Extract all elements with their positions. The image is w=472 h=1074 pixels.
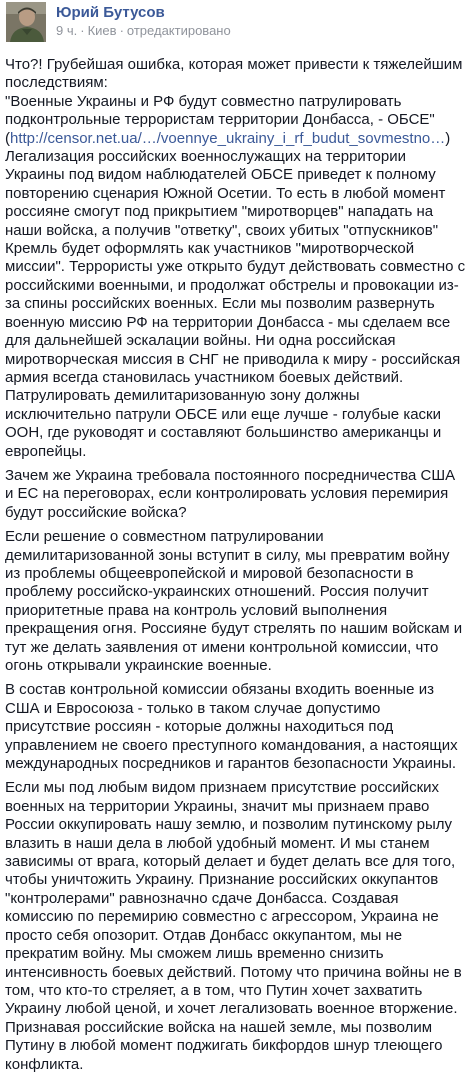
post-intro-text: Что?! Грубейшая ошибка, которая может привести к тяжелейшим последствиям: bbox=[5, 56, 463, 92]
post-body bbox=[5, 56, 467, 1074]
meta-separator: · bbox=[119, 23, 124, 38]
post-paragraph: Если решение о совместном патрулировании демилитаризованной зоны вступит в силу, мы превратим войну из проблемы общеевропейской и мировой безопасности в проблему российско-украинских отношений. Россия получит приоритетные права на контроль условий выполнения прекращения огня. Россияне будут стрелять по нашим войскам и тут же делать заявления от имени контрольной комиссии, что огонь открывали украинские военные. bbox=[5, 528, 463, 674]
meta-separator: · bbox=[80, 23, 85, 38]
post-quote-text: "Военные Украины и РФ будут совместно патрулировать подконтрольные террористам территории Донбасса, - ОБСЕ" bbox=[5, 92, 435, 129]
post-paragraph: Если мы под любым видом признаем присутствие российских военных на территории Украины, значит мы признаем право России оккупировать нашу землю, и позволим путинскому рылу влазить в наши дела в любой удобный момент. И мы станем зависимы от врага, который делает и будет делать все для того, чтобы уничтожить Украину. Признание российских оккупантов "контролерами" равнозначно сдаче Донбасса. Создавая комиссию по перемирию совместно с агрессором, Украина не просто себя опозорит. Отдав Донбасс оккупантом, мы не прекратим войну. Мы сможем лишь временно снизить интенсивность боевых действий. Потому что причина войны не в том, что кто-то стреляет, а в том, что Путин хочет захватить Украину любой ценой, и хочет легализовать военное вторжение. Признавая российские войска на нашей земле, мы позволим Путину в любой момент поджигать бикфордов шнур тлеющего конфликта. bbox=[5, 779, 462, 1073]
link-paren-close: ) bbox=[445, 129, 451, 147]
post-meta bbox=[56, 3, 231, 39]
link-paren-open: ( bbox=[5, 129, 10, 147]
post-location-link[interactable]: Киев bbox=[87, 23, 117, 38]
post-paragraph: Зачем же Украина требовала постоянного посредничества США и ЕС на переговорах, если контролировать условия перемирия будут российские войска? bbox=[5, 466, 456, 521]
post-paragraph: В состав контрольной комиссии обязаны входить военные из США и Евросоюза - только в таком случае допустимо присутствие россиян - которые должны находиться под управлением не своего преступного командования, а настоящих международных посредников и гарантов безопасности Украины. bbox=[5, 681, 458, 773]
censor-article-link[interactable]: http://censor.net.ua/…/voennye_ukrainy_i_rf_budut_sovmestno… bbox=[10, 129, 446, 147]
avatar-photo-icon bbox=[6, 2, 46, 42]
post-paragraph bbox=[5, 56, 467, 461]
post-subline bbox=[56, 22, 231, 39]
author-name-link[interactable]: Юрий Бутусов bbox=[56, 4, 165, 21]
post-paragraph-text: Легализация российских военнослужащих на территории Украины под видом наблюдателей ОБСЕ приведет к полному повторению сценария Южной Осетии. То есть в любой момент россияне смогут под прикрытием "миротворцев" нападать на наши войска, а получив "ответку", своих убитых "отпускников" Кремль будет оформлять как участников "миротворческой миссии". Террористы уже открыто будут действовать совместно с российскими военными, и продолжат обстрелы и провокации из-за спины российских военных. Если мы позволим развернуть военную миссию РФ на территории Донбасса - мы сделаем все для дальнейшей эскалации войны. Ни одна российская миротворческая миссия в СНГ не приводила к миру - российская армия всегда становилась участником боевых действий. Патрулировать демилитаризованную зону должны исключительно патрули ОБСЕ или еще лучше - голубые каски ООН, где руководят и составляют большинство американцы и европейцы. bbox=[5, 148, 466, 460]
post-header bbox=[5, 2, 467, 48]
post-timestamp-link[interactable]: 9 ч. bbox=[56, 23, 78, 38]
post-edited-link[interactable]: отредактировано bbox=[126, 23, 231, 38]
author-avatar[interactable] bbox=[6, 2, 46, 42]
